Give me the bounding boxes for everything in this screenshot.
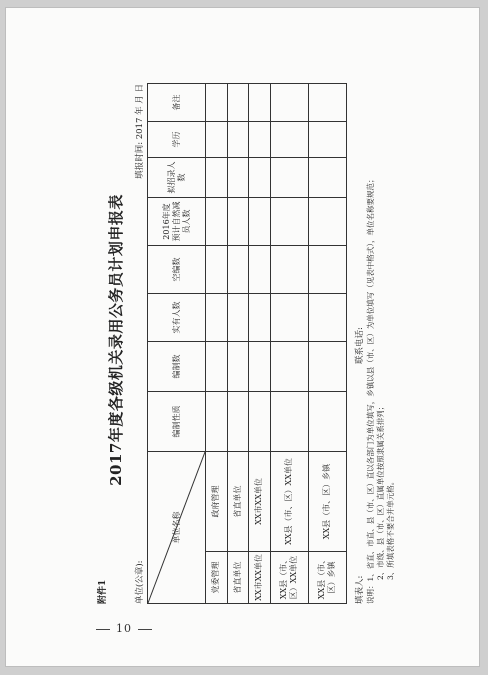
table-row (270, 84, 308, 604)
note-line: 说明：1、省直、市直、县（市、区）直以各部门为单位填写，乡镇以县（市、区）为单位填写（见表中格式），单位名称要规范； (366, 175, 375, 604)
row-category: XX市XX单位 (249, 552, 271, 604)
dash-right (138, 629, 152, 630)
row-unit: 政府管理 (206, 452, 228, 552)
row-unit: XX市XX单位 (249, 452, 271, 552)
row-category: XX县（市、区）乡镇 (308, 552, 346, 604)
header-nature: 编制性质 (148, 392, 206, 452)
row-category: 省直单位 (227, 552, 249, 604)
phone-label: 联系电话: (355, 327, 365, 364)
unit-name-header: 单位名称 (148, 452, 206, 604)
row-category: XX县（市、区）XX单位 (270, 552, 308, 604)
rotated-form (91, 76, 396, 604)
document-title: 2017年度各级机关录用公务员计划申报表 (107, 194, 125, 486)
table-row (227, 84, 249, 604)
header-plan-2016: 2016年度预计自然减员人数 (148, 198, 206, 246)
recruitment-plan-table (147, 83, 347, 604)
row-category: 党委管理 (206, 552, 228, 604)
fill-time-line: 填报时间: 2017 年 月 日 (135, 84, 145, 179)
dash-left (96, 629, 110, 630)
header-actual: 实有人数 (148, 294, 206, 342)
note-line: 3、所填表格不要合并单元格。 (386, 477, 396, 580)
note-line: 2、市级、县（市、区）直属单位按照隶属关系排列； (376, 402, 386, 580)
page-number: 10 (90, 622, 158, 635)
header-education: 学历 (148, 122, 206, 158)
filler-label: 填表人: (355, 575, 365, 604)
header-staffing: 编制数 (148, 342, 206, 392)
table-row (206, 84, 228, 604)
table-row (308, 84, 346, 604)
header-planned-recruit: 拟招录人数 (148, 158, 206, 198)
row-unit: XX县（市、区）乡镇 (308, 452, 346, 552)
attachment-label: 附件1 (98, 579, 108, 604)
table-row (249, 84, 271, 604)
header-vacant: 空编数 (148, 246, 206, 294)
notes-block (366, 84, 396, 604)
header-remarks: 备注 (148, 84, 206, 122)
document-page (6, 8, 479, 666)
row-unit: XX县（市、区）XX单位 (270, 452, 308, 552)
table-header-row (148, 84, 206, 604)
unit-seal-line: 单位(公章): (135, 560, 145, 604)
row-unit: 省直单位 (227, 452, 249, 552)
